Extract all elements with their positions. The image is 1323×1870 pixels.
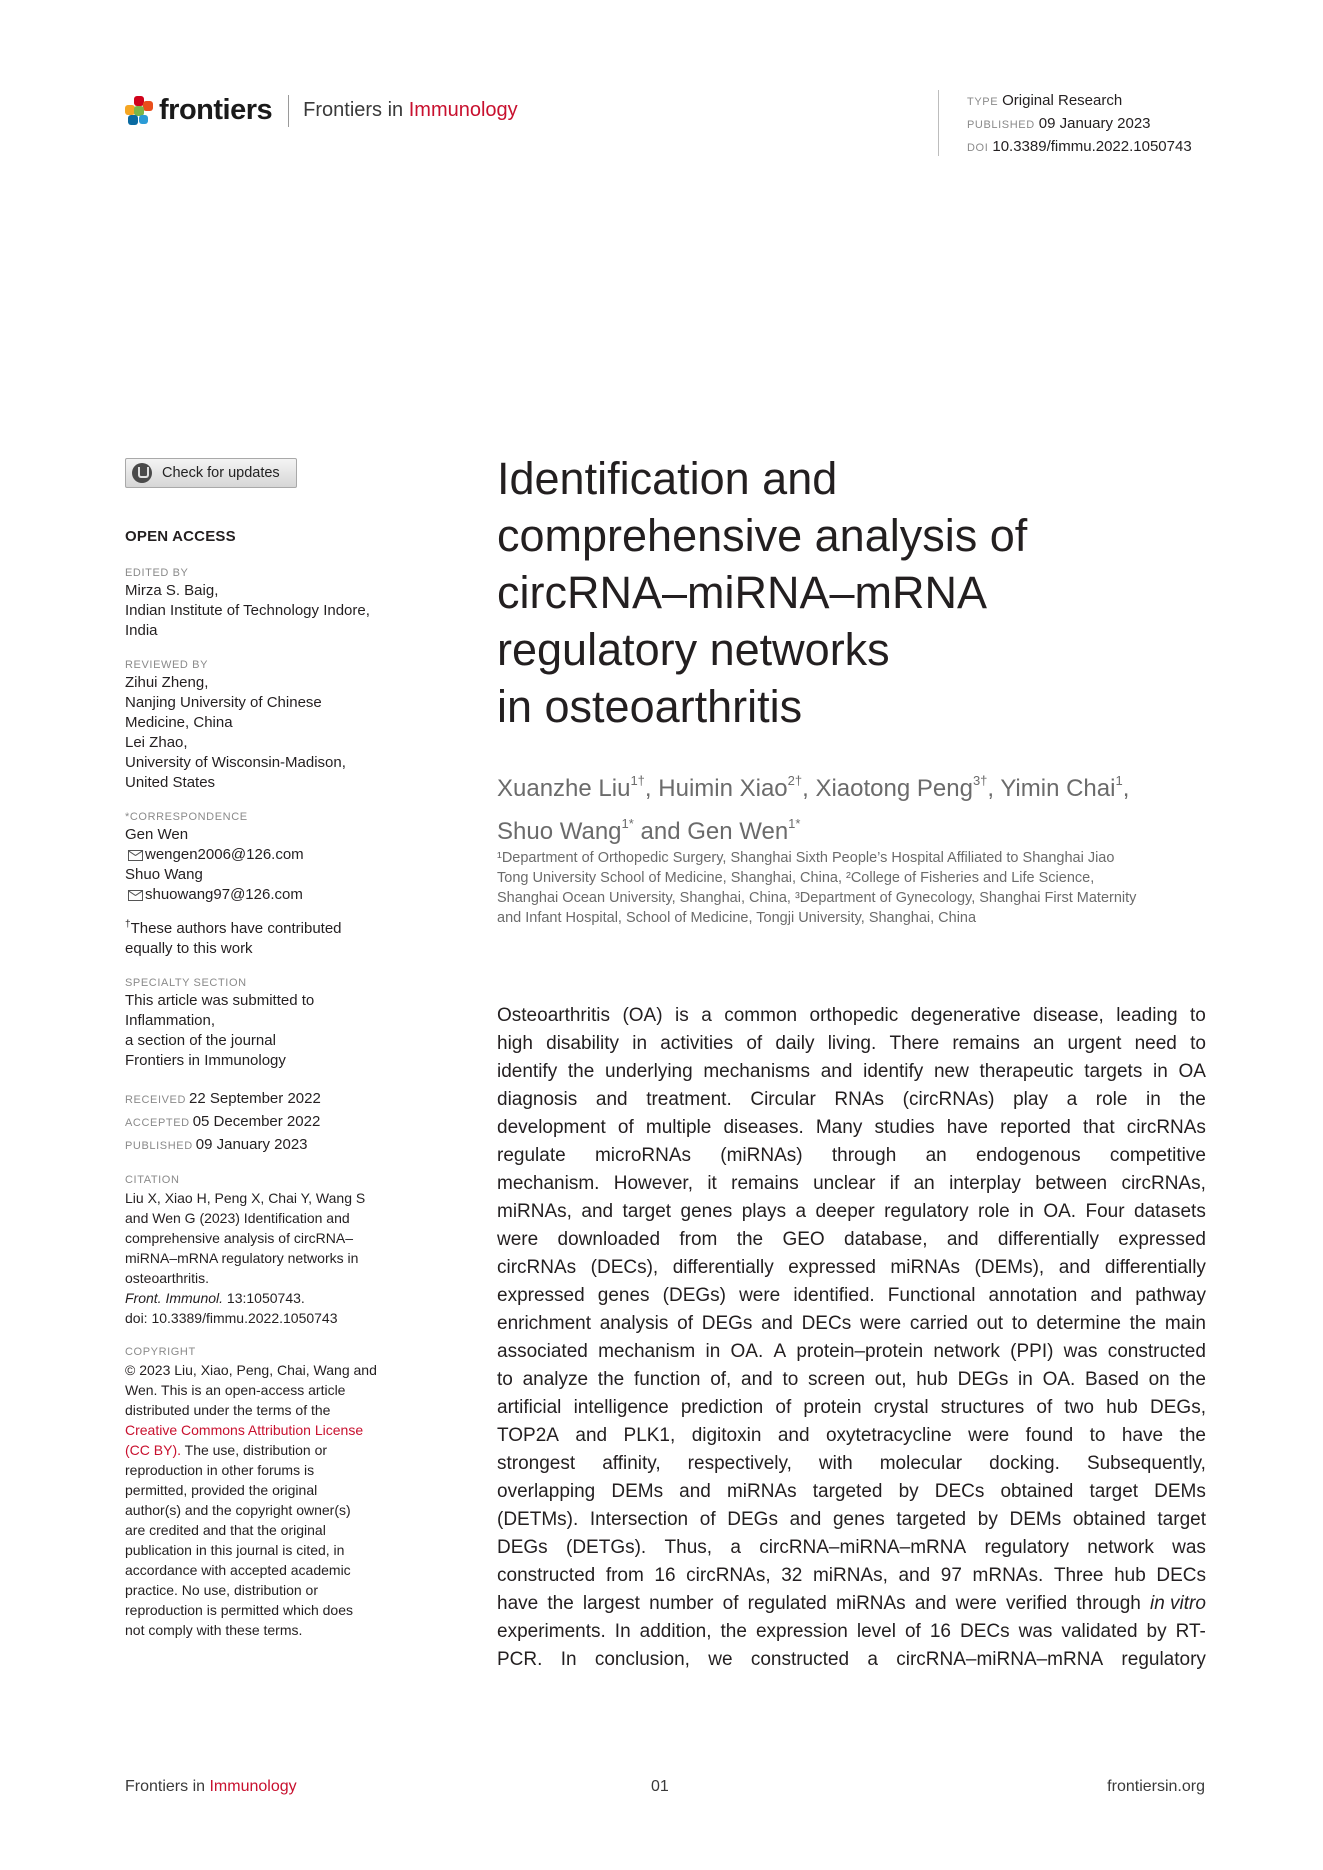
abstract-line: artificial intelligence prediction of protein crystal structures of two hub DEGs, (497, 1397, 1206, 1418)
mail-icon (128, 890, 143, 901)
specialty-section-label: SPECIALTY SECTION (125, 977, 247, 989)
author-name: Shuo Wang (497, 818, 622, 845)
logo-divider (288, 95, 289, 127)
copyright: © 2023 Liu, Xiao, Peng, Chai, Wang and Wen. This is an open-access article distributed under the terms of the Creative Commons Attribution License (CC BY). The use, distribution or reproduction in other forums is permitted, provided the original author(s) and the copyright owner(s) are credited and that the original publication in this journal is cited, in accordance with accepted academic practice. No use, distribution or reproduction is permitted which does not comply with these terms. (125, 1360, 410, 1640)
license-link[interactable]: Creative Commons Attribution License (125, 1422, 364, 1438)
abstract-line: have the largest number of regulated miRNAs and were verified through in vitro (497, 1590, 1206, 1618)
abstract-line: enrichment analysis of DEGs and DECs were carried out to determine the main (497, 1313, 1206, 1334)
citation: Liu X, Xiao H, Peng X, Chai Y, Wang S and Wen G (2023) Identification and comprehensive analysis of circRNA– miRNA–mRNA regulatory networks in osteoarthritis. Front. Immunol. 13:1050743. doi: 10.3389/fimmu.2022.1050743 (125, 1188, 410, 1328)
abstract-line: high disability in activities of daily living. There remains an urgent need to (497, 1033, 1206, 1054)
abstract (497, 1002, 1206, 1674)
author-name: Xiaotong Peng (815, 775, 973, 802)
corresponding-author-name: Shuo Wang (125, 866, 203, 883)
abstract-line: were downloaded from the GEO database, and differentially expressed (497, 1229, 1206, 1250)
abstract-line: PCR. In conclusion, we constructed a circRNA–miRNA–mRNA regulatory (497, 1649, 1206, 1670)
article-title: Identification and comprehensive analysis of circRNA–miRNA–mRNA regulatory networks in osteoarthritis (497, 453, 1028, 732)
open-access-label: OPEN ACCESS (125, 528, 236, 545)
abstract-line: circRNAs (DECs), differentially expressed miRNAs (DEMs), and differentially (497, 1257, 1206, 1278)
citation-label: CITATION (125, 1174, 180, 1186)
check-for-updates-button[interactable]: Check for updates (125, 458, 297, 488)
equal-contribution-note: †These authors have contributed equally to this work (125, 919, 342, 957)
page-number: 01 (651, 1778, 669, 1795)
license-link[interactable]: (CC BY). (125, 1442, 181, 1458)
abstract-line: strongest affinity, respectively, with molecular docking. Subsequently, (497, 1453, 1206, 1474)
abstract-line: development of multiple diseases. Many studies have reported that circRNAs (497, 1117, 1206, 1138)
abstract-line: DEGs (DETGs). Thus, a circRNA–miRNA–mRNA regulatory network was (497, 1537, 1206, 1558)
received-date: RECEIVED 22 September 2022 (125, 1090, 321, 1107)
article-meta (938, 90, 1192, 156)
correspondence (125, 825, 410, 905)
abstract-line: miRNAs, and target genes plays a deeper regulatory role in OA. Four datasets (497, 1201, 1206, 1222)
abstract-line: overlapping DEMs and miRNAs targeted by DECs obtained target DEMs (497, 1481, 1206, 1502)
author-list: Xuanzhe Liu$^{1\dagger}$, Huimin Xiao$^{2\dagger}$, Xiaotong Peng$^{3\dagger}$, Yimin Chai$^1$, Shuo Wang$^{1*}$ and Gen Wen$^{1*}$ (497, 773, 1130, 845)
journal-name: Frontiers in Immunology (303, 99, 518, 121)
citation-doi[interactable]: doi: 10.3389/fimmu.2022.1050743 (125, 1310, 338, 1326)
mail-icon (128, 850, 143, 861)
author-name: Xuanzhe Liu (497, 775, 631, 802)
reviewed-by: Zihui Zheng, Nanjing University of Chinese Medicine, China Lei Zhao, University of Wisconsin-Madison, United States (125, 674, 346, 791)
reviewed-by-label: REVIEWED BY (125, 659, 209, 671)
copyright-label: COPYRIGHT (125, 1346, 196, 1358)
abstract-line: diagnosis and treatment. Circular RNAs (circRNAs) play a role in the (497, 1089, 1206, 1110)
abstract-line: mechanism. However, it remains unclear if an interplay between circRNAs, (497, 1173, 1206, 1194)
abstract-line: to analyze the function of, and to screen out, hub DEGs in OA. Based on the (497, 1369, 1206, 1390)
abstract-line: expressed genes (DEGs) were identified. Functional annotation and pathway (497, 1285, 1206, 1306)
meta-doi[interactable]: DOI 10.3389/fimmu.2022.1050743 (967, 138, 1192, 155)
email-link[interactable]: shuowang97@126.com (125, 885, 410, 905)
abstract-line: identify the underlying mechanisms and identify new therapeutic targets in OA (497, 1061, 1206, 1082)
bookmark-icon (132, 463, 152, 483)
logo-wordmark: frontiers (159, 94, 273, 126)
specialty-section: This article was submitted to Inflammation, a section of the journal Frontiers in Immunology (125, 992, 315, 1069)
abstract-line: Osteoarthritis (OA) is a common orthopedic degenerative disease, leading to (497, 1005, 1206, 1026)
affiliations: ¹Department of Orthopedic Surgery, Shanghai Sixth People’s Hospital Affiliated to Shanghai Jiao Tong University School of Medicine, Shanghai, China, ²College of Fisheries and Life Science, Shanghai Ocean University, Shanghai, China, ³Department of Gynecology, Shanghai First Maternity and Infant Hospital, School of Medicine, Tongji University, Shanghai, China (497, 850, 1137, 926)
abstract-line: associated mechanism in OA. A protein–protein network (PPI) was constructed (497, 1341, 1206, 1362)
author-name: Gen Wen (687, 818, 789, 845)
author-name: Yimin Chai (1000, 775, 1116, 802)
published-date: PUBLISHED 09 January 2023 (125, 1136, 308, 1153)
abstract-line: (DETMs). Intersection of DEGs and genes targeted by DEMs obtained target (497, 1509, 1206, 1530)
abstract-line: constructed from 16 circRNAs, 32 miRNAs, and 97 mRNAs. Three hub DECs (497, 1565, 1206, 1586)
sidebar (125, 458, 410, 1640)
accepted-date: ACCEPTED 05 December 2022 (125, 1113, 321, 1130)
corresponding-author-name: Gen Wen (125, 826, 189, 843)
frontiers-logo[interactable] (125, 94, 518, 127)
abstract-line: TOP2A and PLK1, digitoxin and oxytetracycline were found to have the (497, 1425, 1206, 1446)
footer-site-link[interactable]: frontiersin.org (1107, 1778, 1205, 1795)
page-header (125, 90, 1205, 160)
correspondence-label: *CORRESPONDENCE (125, 811, 248, 823)
edited-by: Mirza S. Baig, Indian Institute of Technology Indore, India (125, 582, 370, 639)
meta-type: TYPE Original Research (967, 92, 1123, 109)
abstract-line: regulate microRNAs (miRNAs) through an endogenous competitive (497, 1145, 1206, 1166)
frontiers-logo-icon (125, 96, 153, 126)
footer-journal: Frontiers in Immunology (125, 1778, 297, 1795)
abstract-line: experiments. In addition, the expression level of 16 DECs was validated by RT- (497, 1621, 1206, 1642)
edited-by-label: EDITED BY (125, 567, 189, 579)
author-name: Huimin Xiao (658, 775, 788, 802)
italic-term: in vitro (1149, 1593, 1206, 1614)
meta-published: PUBLISHED 09 January 2023 (967, 115, 1151, 132)
email-link[interactable]: wengen2006@126.com (125, 845, 410, 865)
